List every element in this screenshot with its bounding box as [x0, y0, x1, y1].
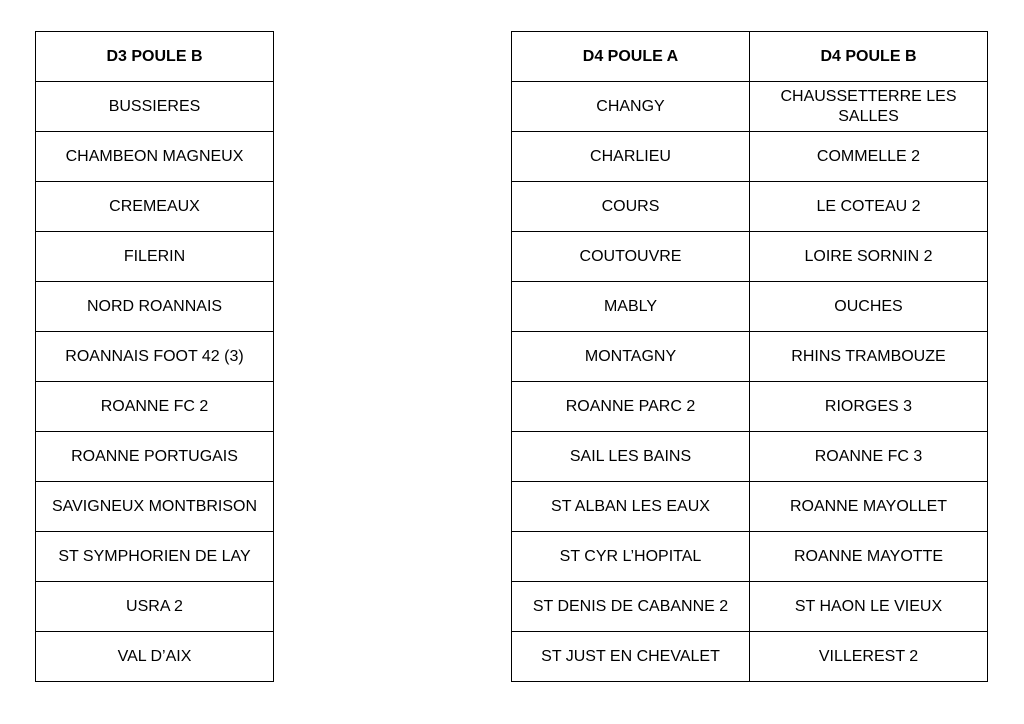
team-cell: SAVIGNEUX MONTBRISON — [36, 482, 274, 532]
team-cell: CHAMBEON MAGNEUX — [36, 132, 274, 182]
team-cell: ST CYR L’HOPITAL — [512, 532, 750, 582]
team-cell: ST HAON LE VIEUX — [750, 582, 988, 632]
d3-poule-b-table — [35, 31, 274, 682]
team-cell: LE COTEAU 2 — [750, 182, 988, 232]
team-cell: RHINS TRAMBOUZE — [750, 332, 988, 382]
team-cell: ST SYMPHORIEN DE LAY — [36, 532, 274, 582]
team-cell: VILLEREST 2 — [750, 632, 988, 682]
team-cell: OUCHES — [750, 282, 988, 332]
team-cell: FILERIN — [36, 232, 274, 282]
team-cell: SAIL LES BAINS — [512, 432, 750, 482]
team-cell: COURS — [512, 182, 750, 232]
team-cell: ROANNE PARC 2 — [512, 382, 750, 432]
team-cell: USRA 2 — [36, 582, 274, 632]
team-cell: BUSSIERES — [36, 82, 274, 132]
team-cell: CHARLIEU — [512, 132, 750, 182]
team-cell: ROANNE MAYOLLET — [750, 482, 988, 532]
d4-poule-a-header: D4 POULE A — [512, 32, 750, 82]
team-cell: ST DENIS DE CABANNE 2 — [512, 582, 750, 632]
team-cell: RIORGES 3 — [750, 382, 988, 432]
team-cell: ROANNE MAYOTTE — [750, 532, 988, 582]
team-cell: ROANNE FC 3 — [750, 432, 988, 482]
d3-poule-b-header: D3 POULE B — [36, 32, 274, 82]
team-cell: CHAUSSETTERRE LES SALLES — [750, 82, 988, 132]
team-cell: ROANNAIS FOOT 42 (3) — [36, 332, 274, 382]
team-cell: LOIRE SORNIN 2 — [750, 232, 988, 282]
team-cell: ST JUST EN CHEVALET — [512, 632, 750, 682]
team-cell: ST ALBAN LES EAUX — [512, 482, 750, 532]
team-cell: CHANGY — [512, 82, 750, 132]
team-cell: CREMEAUX — [36, 182, 274, 232]
team-cell: MONTAGNY — [512, 332, 750, 382]
team-cell: VAL D’AIX — [36, 632, 274, 682]
team-cell: ROANNE FC 2 — [36, 382, 274, 432]
team-cell: COUTOUVRE — [512, 232, 750, 282]
d4-poule-b-header: D4 POULE B — [750, 32, 988, 82]
team-cell: ROANNE PORTUGAIS — [36, 432, 274, 482]
team-cell: NORD ROANNAIS — [36, 282, 274, 332]
d4-poules-table — [511, 31, 988, 682]
team-cell: COMMELLE 2 — [750, 132, 988, 182]
team-cell: MABLY — [512, 282, 750, 332]
